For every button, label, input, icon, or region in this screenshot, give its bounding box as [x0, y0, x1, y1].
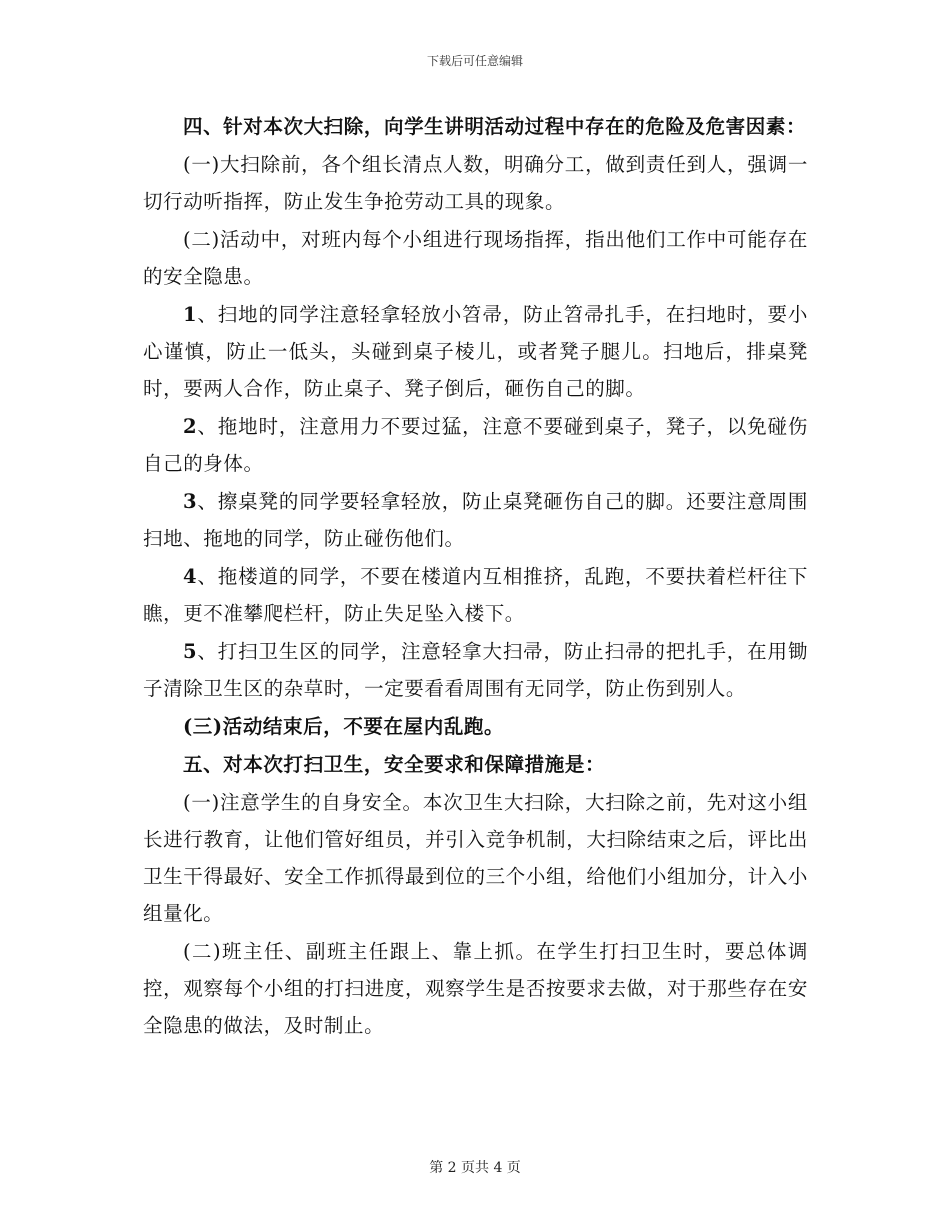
list-item-3: [143, 483, 808, 557]
list-item-text: 、打扫卫生区的同学，注意轻拿大扫帚，防止扫帚的把扎手，在用锄子清除卫生区的杂草时，一定要看看周围有无同学，防止伤到别人。: [143, 640, 808, 700]
list-number: 4: [182, 565, 198, 588]
list-item-4: [143, 558, 808, 632]
section-heading-5: 五、对本次打扫卫生，安全要求和保障措施是：: [182, 753, 606, 776]
page-header: 下载后可任意编辑: [426, 54, 523, 68]
paragraph-before-cleaning: (一)大扫除前，各个组长清点人数，明确分工，做到责任到人，强调一切行动听指挥，防止发生争抢劳动工具的现象。: [143, 153, 808, 213]
list-item-text: 、擦桌凳的同学要轻拿轻放，防止桌凳砸伤自己的脚。还要注意周围扫地、拖地的同学，防止碰伤他们。: [143, 490, 808, 550]
paragraph-student-safety: (一)注意学生的自身安全。本次卫生大扫除，大扫除之前，先对这小组长进行教育，让他们管好组员，并引入竞争机制，大扫除结束之后，评比出卫生干得最好、安全工作抓得最到位的三个小组，给他们小组加分，计入小组量化。: [143, 791, 808, 925]
list-item-text: 、拖楼道的同学，不要在楼道内互相推挤，乱跑，不要扶着栏杆往下瞧，更不准攀爬栏杆，防止失足坠入楼下。: [143, 565, 808, 625]
list-number: 3: [182, 490, 198, 513]
list-item-1: [143, 296, 808, 407]
page-footer: 第 2 页共 4 页: [429, 1160, 521, 1176]
document-body: [143, 108, 808, 1045]
list-item-5: [143, 633, 808, 707]
list-number: 5: [182, 640, 198, 663]
list-item-text: 、拖地时，注意用力不要过猛，注意不要碰到桌子，凳子，以免碰伤自己的身体。: [143, 415, 808, 475]
list-number: 1: [182, 303, 198, 326]
section-heading-4: 四、针对本次大扫除，向学生讲明活动过程中存在的危险及危害因素：: [182, 115, 807, 138]
list-item-text: 、扫地的同学注意轻拿轻放小笤帚，防止笤帚扎手，在扫地时，要小心谨慎，防止一低头，头碰到桌子棱儿，或者凳子腿儿。扫地后，排桌凳时，要两人合作，防止桌子、凳子倒后，砸伤自己的脚。: [143, 303, 808, 400]
paragraph-teacher-supervision: (二)班主任、副班主任跟上、靠上抓。在学生打扫卫生时，要总体调控，观察每个小组的打扫进度，观察学生是否按要求去做，对于那些存在安全隐患的做法，及时制止。: [143, 940, 808, 1037]
paragraph-after-activity: (三)活动结束后，不要在屋内乱跑。: [182, 715, 505, 738]
paragraph-during-activity: (二)活动中，对班内每个小组进行现场指挥，指出他们工作中可能存在的安全隐患。: [143, 228, 808, 288]
list-item-2: [143, 408, 808, 482]
list-number: 2: [182, 415, 198, 438]
